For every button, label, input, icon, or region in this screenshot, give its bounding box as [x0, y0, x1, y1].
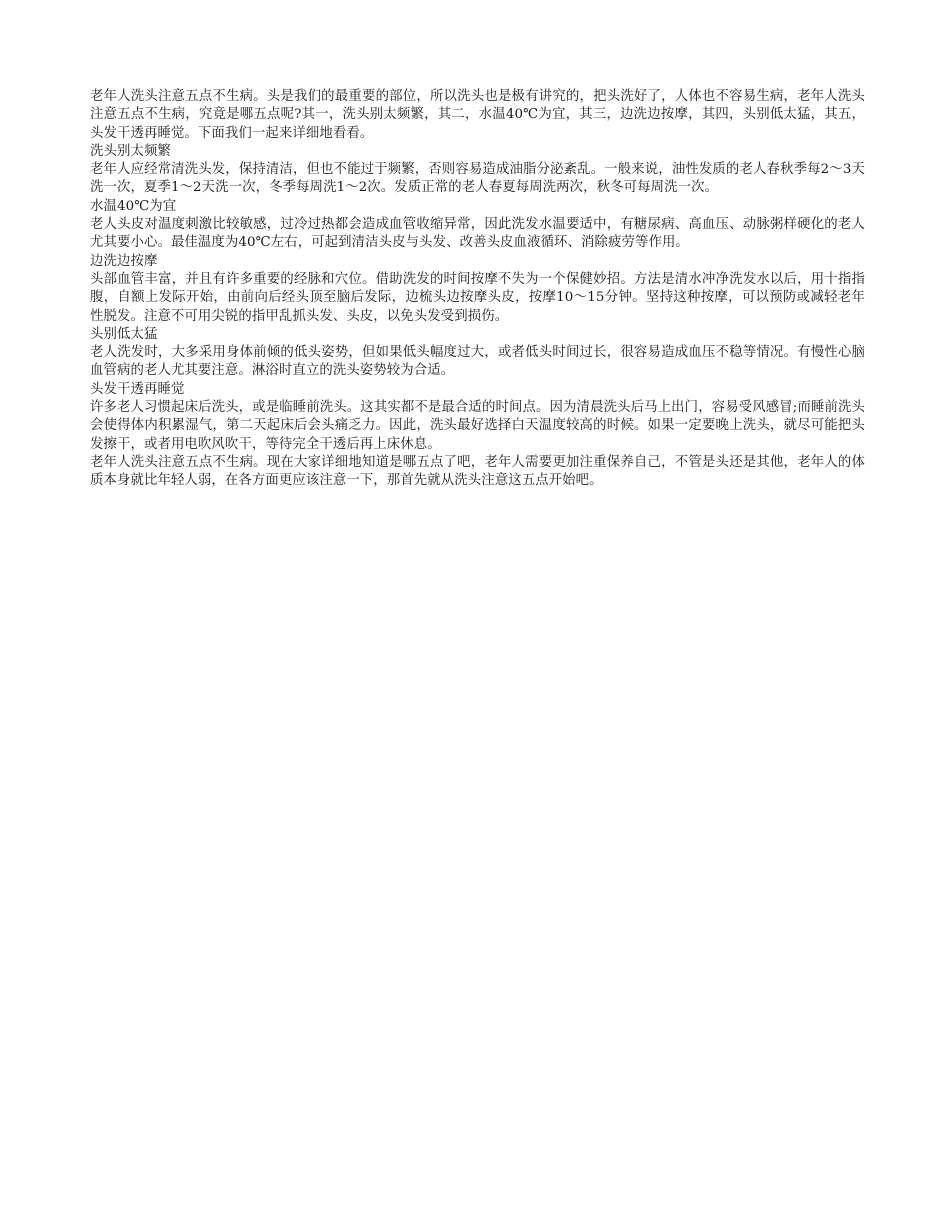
section-body-water-temperature: 老人头皮对温度刺激比较敏感，过冷过热都会造成血管收缩异常，因此洗发水温要适中，有糖尿病、高血压、动脉粥样硬化的老人尤其要小心。最佳温度为40℃左右，可起到清洁头皮与头发、改善头皮血液循环、消除疲劳等作用。: [90, 217, 865, 251]
section-body-dry-before-sleep: 许多老人习惯起床后洗头，或是临睡前洗头。这其实都不是最合适的时间点。因为清晨洗头后马上出门，容易受风感冒;而睡前洗头会使得体内积累湿气，第二天起床后会头痛乏力。因此，洗头最好选择白天温度较高的时候。如果一定要晚上洗头，就尽可能把头发擦干，或者用电吹风吹干，等待完全干透后再上床休息。: [90, 400, 865, 452]
section-body-head-posture: 老人洗发时，大多采用身体前倾的低头姿势，但如果低头幅度过大，或者低头时间过长，很容易造成血压不稳等情况。有慢性心脑血管病的老人尤其要注意。淋浴时直立的洗头姿势较为合适。: [90, 345, 865, 379]
section-heading-water-temperature: 水温40℃为宜: [90, 198, 177, 214]
document-body: [90, 88, 865, 491]
section-heading-dry-before-sleep: 头发干透再睡觉: [90, 381, 185, 397]
intro-paragraph: 老年人洗头注意五点不生病。头是我们的最重要的部位，所以洗头也是极有讲究的，把头洗好了，人体也不容易生病，老年人洗头注意五点不生病，究竟是哪五点呢?其一，洗头别太频繁，其二，水温40℃为宜，其三，边洗边按摩，其四，头别低太猛，其五，头发干透再睡觉。下面我们一起来详细地看看。: [90, 89, 865, 141]
section-body-massage: 头部血管丰富，并且有许多重要的经脉和穴位。借助洗发的时间按摩不失为一个保健妙招。方法是清水冲净洗发水以后，用十指指腹，自额上发际开始，由前向后经头顶至脑后发际，边梳头边按摩头皮，按摩10～15分钟。坚持这种按摩，可以预防或减轻老年性脱发。注意不可用尖锐的指甲乱抓头发、头皮，以免头发受到损伤。: [90, 271, 865, 324]
section-heading-wash-frequency: 洗头别太频繁: [90, 143, 171, 159]
conclusion-paragraph: 老年人洗头注意五点不生病。现在大家详细地知道是哪五点了吧，老年人需要更加注重保养自己，不管是头还是其他，老年人的体质本身就比年轻人弱，在各方面更应该注意一下，那首先就从洗头注意这五点开始吧。: [90, 454, 865, 489]
section-heading-massage: 边洗边按摩: [90, 253, 158, 269]
section-body-wash-frequency: 老年人应经常清洗头发，保持清洁，但也不能过于频繁，否则容易造成油脂分泌紊乱。一般来说，油性发质的老人春秋季每2～3天洗一次，夏季1～2天洗一次，冬季每周洗1～2次。发质正常的老人春夏每周洗两次，秋冬可每周洗一次。: [90, 162, 865, 196]
section-heading-head-posture: 头别低太猛: [90, 326, 158, 342]
